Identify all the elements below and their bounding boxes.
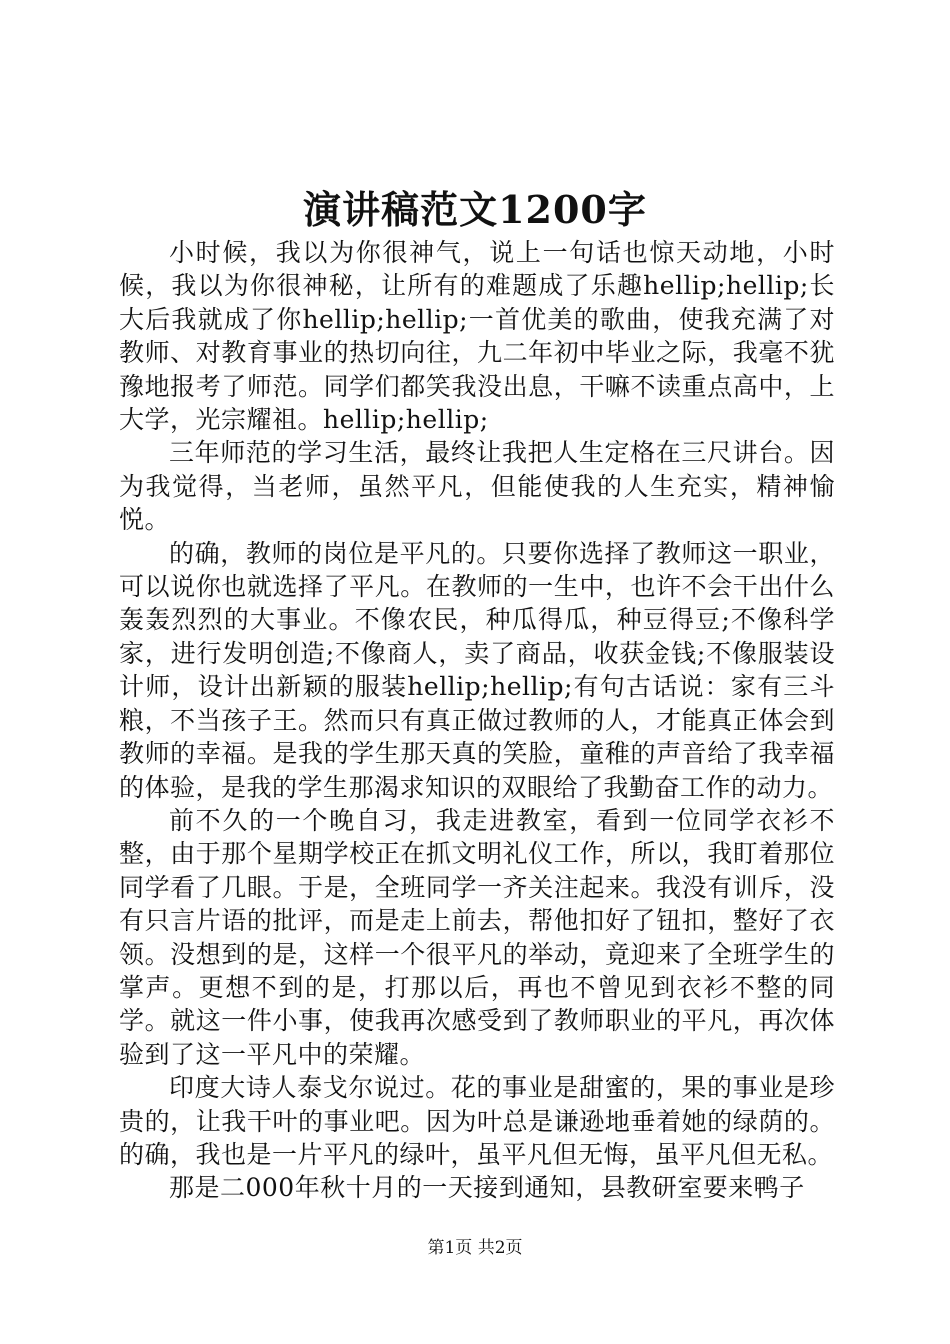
page-title: 演讲稿范文1200字	[303, 187, 647, 232]
paragraph: 印度大诗人泰戈尔说过。花的事业是甜蜜的，果的事业是珍贵的，让我干叶的事业吧。因为叶总是谦逊地垂着她的绿荫的。的确，我也是一片平凡的绿叶，虽平凡但无悔，虽平凡但无私。	[119, 1073, 835, 1169]
paragraph: 三年师范的学习生活，最终让我把人生定格在三尺讲台。因为我觉得，当老师，虽然平凡，但能使我的人生充实，精神愉悦。	[119, 438, 835, 535]
page-footer: 第1页 共2页	[427, 1238, 523, 1258]
paragraph: 小时候，我以为你很神气，说上一句话也惊天动地，小时候，我以为你很神秘，让所有的难题成了乐趣hellip;hellip;长大后我就成了你hellip;hellip;一首优美的歌曲，使我充满了对教师、对教育事业的热切向往，九二年初中毕业之际，我毫不犹豫地报考了师范。同学们都笑我没出息，干嘛不读重点高中，上大学，光宗耀祖。hellip;hellip;	[119, 238, 835, 435]
paragraph: 前不久的一个晚自习，我走进教室，看到一位同学衣衫不整，由于那个星期学校正在抓文明礼仪工作，所以，我盯着那位同学看了几眼。于是，全班同学一齐关注起来。我没有训斥，没有只言片语的批评，而是走上前去，帮他扣好了钮扣，整好了衣领。没想到的是，这样一个很平凡的举动，竟迎来了全班学生的掌声。更想不到的是，打那以后，再也不曾见到衣衫不整的同学。就这一件小事，使我再次感受到了教师职业的平凡，再次体验到了这一平凡中的荣耀。	[119, 805, 835, 1069]
document-body	[119, 236, 835, 1205]
paragraph: 的确，教师的岗位是平凡的。只要你选择了教师这一职业，可以说你也就选择了平凡。在教师的一生中，也许不会干出什么轰轰烈烈的大事业。不像农民，种瓜得瓜，种豆得豆;不像科学家，进行发明创造;不像商人，卖了商品，收获金钱;不像服装设计师，设计出新颖的服装hellip;hellip;有句古话说：家有三斗粮，不当孩子王。然而只有真正做过教师的人，才能真正体会到教师的幸福。是我的学生那天真的笑脸，童稚的声音给了我幸福的体验，是我的学生那渴求知识的双眼给了我勤奋工作的动力。	[119, 538, 835, 802]
paragraph: 那是二000年秋十月的一天接到通知，县教研室要来鸭子	[169, 1173, 805, 1203]
